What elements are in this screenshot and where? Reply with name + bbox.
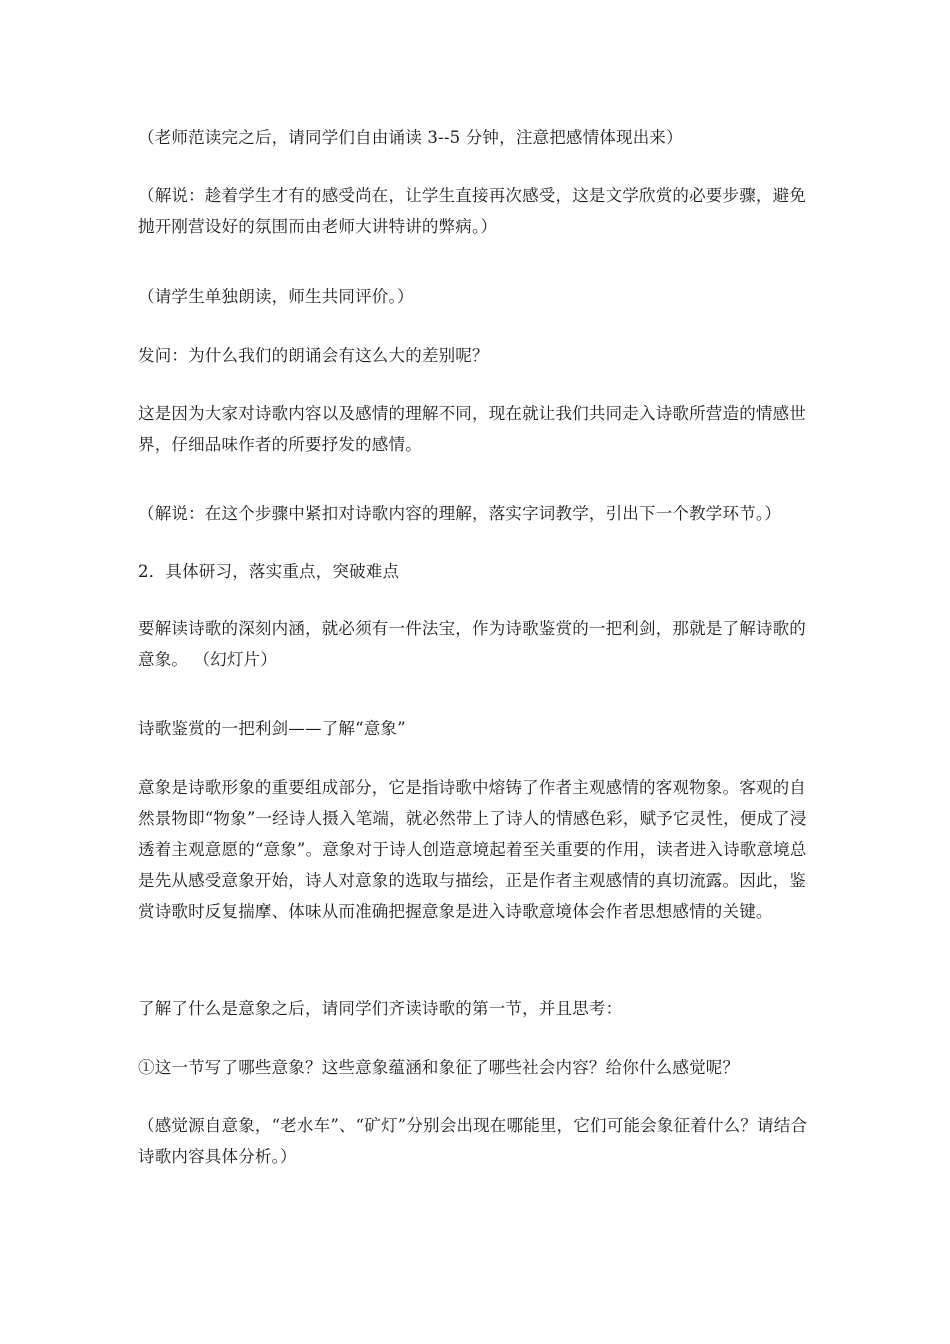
paragraph-imagery-definition: 意象是诗歌形象的重要组成部分，它是指诗歌中熔铸了作者主观感情的客观物象。客观的自然景物即“物象”一经诗人摄入笔端，就必然带上了诗人的情感色彩，赋予它灵性，便成了浸透着主观意愿的“意象”。意象对于诗人创造意境起着至关重要的作用，读者进入诗歌意境总是先从感受意象开始，诗人对意象的选取与描绘，正是作者主观感情的真切流露。因此，鉴赏诗歌时反复揣摩、体味从而准确把握意象是进入诗歌意境体会作者思想感情的关键。 <box>138 778 807 921</box>
paragraph-individual-reading: （请学生单独朗读，师生共同评价。） <box>138 287 414 306</box>
paragraph-commentary-1: （解说：趁着学生才有的感受尚在，让学生直接再次感受，这是文学欣赏的必要步骤，避免抛开刚营设好的氛围而由老师大讲特讲的弊病。） <box>138 186 806 236</box>
paragraph-question-1: ①这一节写了哪些意象？这些意象蕴涵和象征了哪些社会内容？给你什么感觉呢？ <box>138 1058 740 1077</box>
paragraph-hint: （感觉源自意象，“老水车”、“矿灯”分别会出现在哪能里，它们可能会象征着什么？请结合诗歌内容具体分析。） <box>138 1116 808 1166</box>
paragraph-instruction: 了解了什么是意象之后，请同学们齐读诗歌的第一节，并且思考： <box>138 999 623 1018</box>
slide-title: 诗歌鉴赏的一把利剑——了解“意象” <box>138 719 406 738</box>
paragraph-question: 发问：为什么我们的朗诵会有这么大的差别呢？ <box>138 346 489 365</box>
paragraph-explanation: 这是因为大家对诗歌内容以及感情的理解不同，现在就让我们共同走入诗歌所营造的情感世界，仔细品味作者的所要抒发的感情。 <box>138 404 806 454</box>
paragraph-imagery-intro: 要解读诗歌的深刻内涵，就必须有一件法宝，作为诗歌鉴赏的一把利剑，那就是了解诗歌的意象。 （幻灯片） <box>138 619 806 669</box>
paragraph-teacher-reading: （老师范读完之后，请同学们自由诵读 3--5 分钟，注意把感情体现出来） <box>138 128 683 147</box>
section-heading: 2．具体研习，落实重点，突破难点 <box>138 562 400 581</box>
paragraph-commentary-2: （解说：在这个步骤中紧扣对诗歌内容的理解，落实字词教学，引出下一个教学环节。） <box>138 504 782 523</box>
